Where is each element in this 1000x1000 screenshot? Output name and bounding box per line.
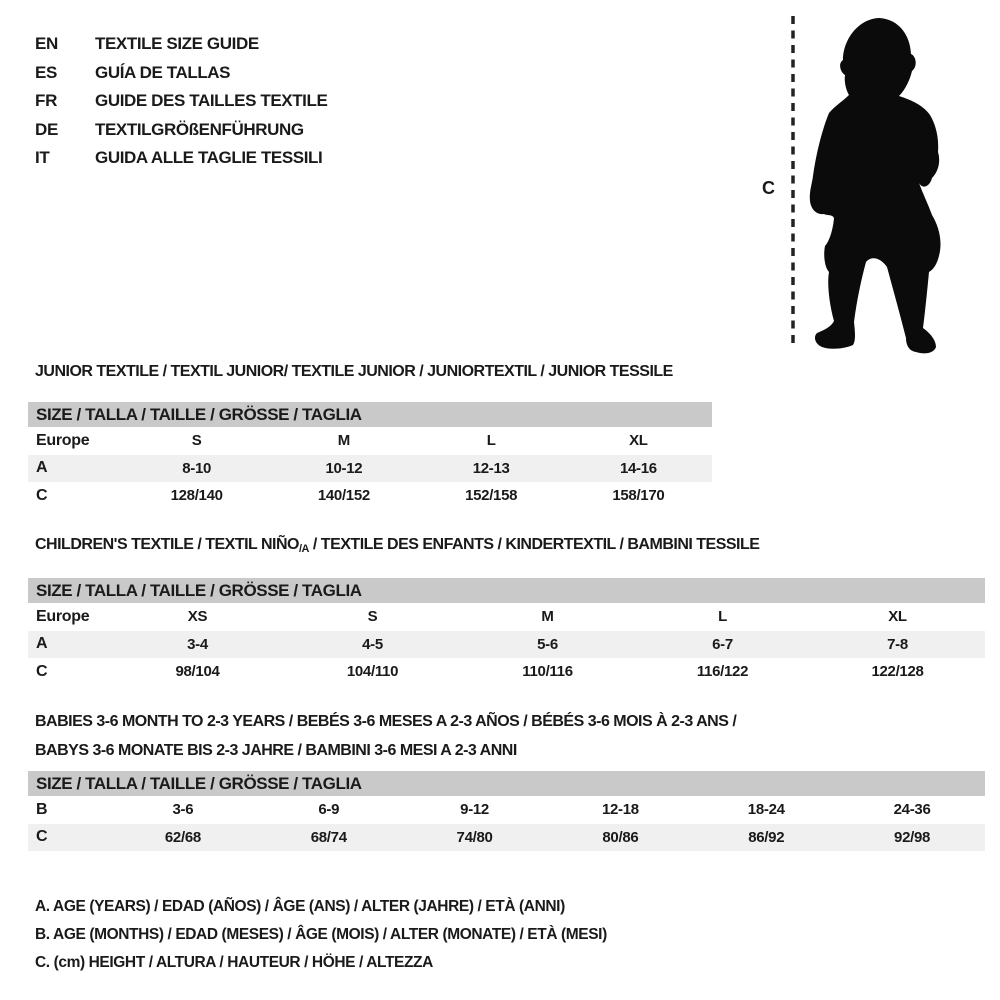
table-cell: 128/140 [170,487,223,505]
table-cell: 62/68 [164,828,201,846]
height-measure-label: C [762,178,775,198]
table-cell: 7-8 [887,635,908,653]
table-cell: 152/158 [465,487,518,505]
language-code: ES [35,62,58,82]
row-label: C [36,486,48,504]
table-cell: 14-16 [619,459,657,477]
table-cell: M [337,432,350,450]
language-row-it [35,144,327,173]
row-label: A [36,459,48,477]
table-cell: 5-6 [537,635,558,653]
table-row [28,603,985,631]
row-label: C [36,828,48,846]
table-cell: 4-5 [362,635,383,653]
row-label: Europe [36,607,90,625]
table-cell: 110/116 [522,663,573,681]
note-a: A. AGE (YEARS) / EDAD (AÑOS) / ÂGE (ANS) / ALTER (JAHRE) / ETÀ (ANNI) [35,898,565,915]
table-cell: XL [888,608,907,626]
language-row-de [35,116,327,145]
table-cell: M [541,608,554,626]
children-table-title [35,536,759,554]
note-b: B. AGE (MONTHS) / EDAD (MESES) / ÂGE (MOIS) / ALTER (MONATE) / ETÀ (MESI) [35,926,607,943]
babies-table-title [35,707,736,765]
table-header-text: SIZE / TALLA / TAILLE / GRÖSSE / TAGLIA [36,773,362,793]
table-cell: 24-36 [893,801,931,819]
table-cell: 6-7 [712,635,733,653]
table-header-text: SIZE / TALLA / TAILLE / GRÖSSE / TAGLIA [36,580,362,600]
row-label: B [36,800,48,818]
table-cell: 12-13 [472,459,510,477]
table-cell: 74/80 [456,828,493,846]
language-label: GUÍA DE TALLAS [95,62,231,82]
table-cell: 68/74 [310,828,347,846]
table-header-bar [28,578,985,603]
table-cell: L [486,432,496,450]
babies-title-line1: BABIES 3-6 MONTH TO 2-3 YEARS / BEBÉS 3-6 MESES A 2-3 AÑOS / BÉBÉS 3-6 MOIS À 2-3 ANS / [35,713,737,730]
table-cell: 3-4 [187,635,208,653]
table-cell: 158/170 [612,487,665,505]
language-label: GUIDE DES TAILLES TEXTILE [95,91,328,111]
table-cell: L [718,608,727,626]
table-cell: 92/98 [894,828,931,846]
language-code: IT [35,148,50,168]
language-code: EN [35,34,59,54]
table-cell: 80/86 [602,828,639,846]
table-row [28,658,985,686]
language-label: TEXTILGRÖßENFÜHRUNG [95,119,304,139]
junior-size-table [28,402,712,510]
table-header-text: SIZE / TALLA / TAILLE / GRÖSSE / TAGLIA [36,404,362,424]
table-row [28,482,712,510]
table-cell: 3-6 [172,801,194,819]
table-row [28,824,985,852]
table-row [28,455,712,483]
table-cell: 98/104 [175,663,220,681]
row-label: C [36,662,48,680]
language-label: TEXTILE SIZE GUIDE [95,34,259,54]
table-header-bar [28,771,985,796]
table-cell: 10-12 [325,459,363,477]
junior-table-title: JUNIOR TEXTILE / TEXTIL JUNIOR/ TEXTILE JUNIOR / JUNIORTEXTIL / JUNIOR TESSILE [35,363,673,380]
table-cell: 140/152 [317,487,370,505]
language-row-en [35,30,327,59]
language-label: GUIDA ALLE TAGLIE TESSILI [95,148,323,168]
language-list [35,30,327,173]
babies-size-table [28,771,985,851]
language-code: FR [35,91,58,111]
children-title-main: CHILDREN'S TEXTILE / TEXTIL NIÑO [35,536,299,553]
note-c: C. (cm) HEIGHT / ALTURA / HAUTEUR / HÖHE / ALTEZZA [35,954,433,971]
table-cell: XL [629,432,648,450]
children-title-subscript: /A [298,543,309,555]
table-row [28,796,985,824]
table-cell: S [367,608,378,626]
table-cell: 18-24 [747,801,785,819]
children-title-rest: / TEXTILE DES ENFANTS / KINDERTEXTIL / BAMBINI TESSILE [308,536,760,553]
table-cell: 86/92 [748,828,785,846]
babies-title-line2: BABYS 3-6 MONATE BIS 2-3 JAHRE / BAMBINI 3-6 MESI A 2-3 ANNI [35,742,517,759]
table-cell: 116/122 [696,663,749,681]
table-cell: 104/110 [346,663,399,681]
table-cell: XS [187,608,208,626]
legend-notes [35,893,607,977]
row-label: Europe [36,431,90,449]
table-row [28,427,712,455]
table-row [28,631,985,659]
toddler-silhouette-icon [780,4,960,354]
table-cell: 6-9 [318,801,340,819]
table-cell: S [191,432,202,450]
table-header-bar [28,402,712,427]
language-row-fr [35,87,327,116]
language-row-es [35,59,327,88]
row-label: A [36,635,48,653]
table-cell: 8-10 [182,459,212,477]
table-cell: 12-18 [601,801,639,819]
children-size-table [28,578,985,686]
language-code: DE [35,119,59,139]
table-cell: 122/128 [871,663,924,681]
table-cell: 9-12 [460,801,489,819]
